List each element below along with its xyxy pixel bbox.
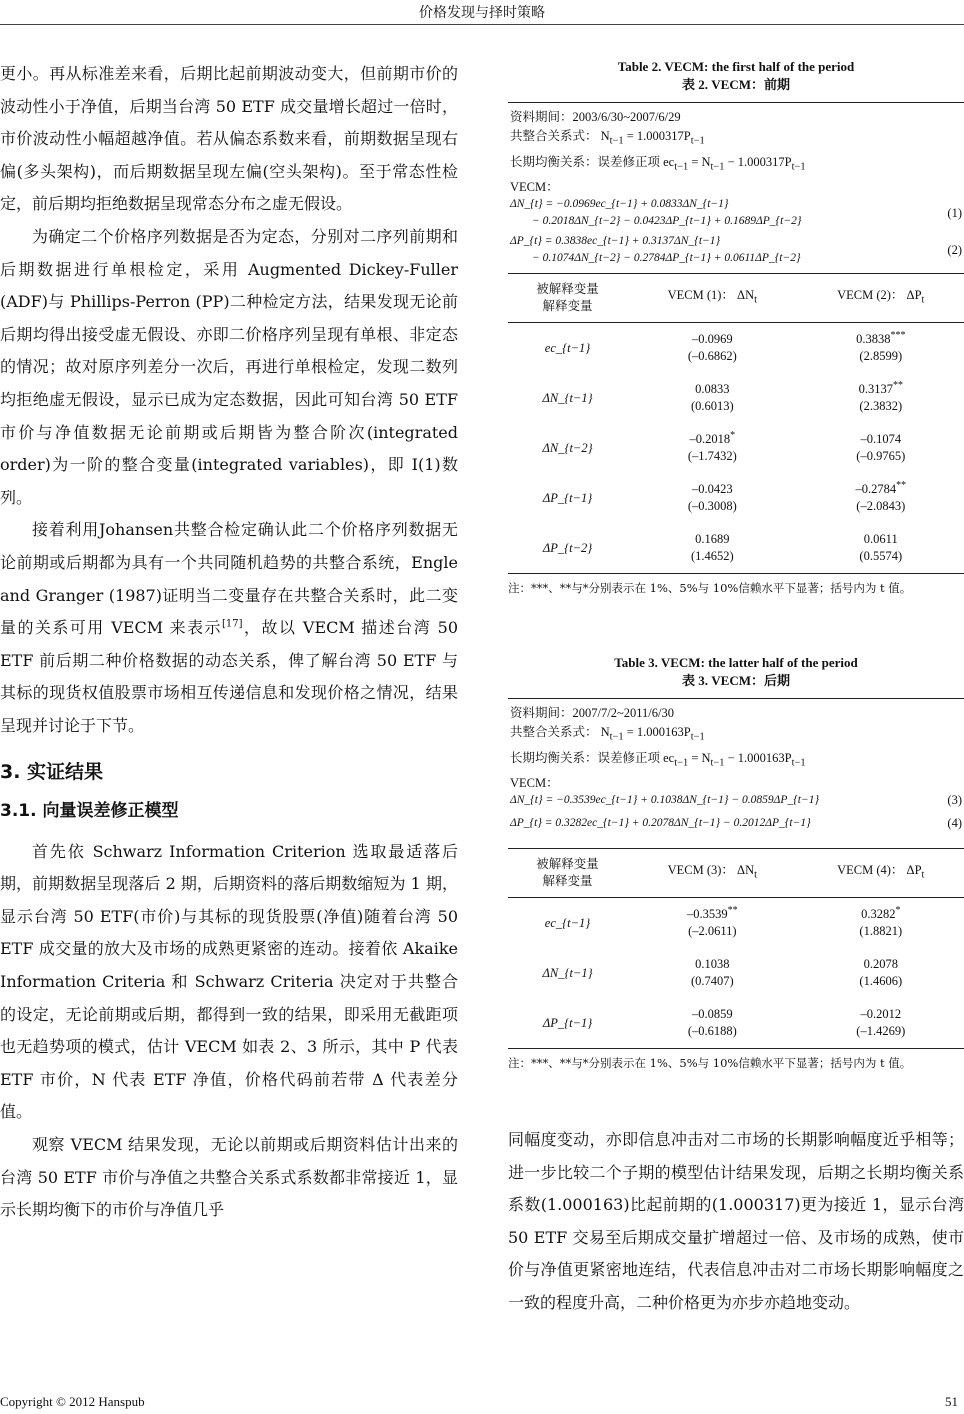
coefficient-cell bbox=[798, 948, 964, 998]
table-title-cn: 表 2. VECM：前期 bbox=[682, 77, 790, 92]
table-row bbox=[508, 948, 964, 998]
results-table bbox=[508, 849, 964, 1048]
paragraph: 首先依 Schwarz Information Criterion 选取最适落后期，前期数据呈现落后 2 期，后期资料的落后期数缩短为 1 期，显示台湾 50 ETF(市价)与其标的现货股票(净值)随着台湾 50 ETF 成交量的放大及市场的成熟更紧密的连动。接着依 Akaike Information Criteria 和 Schwarz Criteria 决定对于共整合的设定，无论前期或后期，都得到一致的结果，即采用无截距项也无趋势项的模式，估计 VECM 如表 2、3 所示，其中 P 代表 ETF 市价，N 代表 ETF 净值，价格代码前若带 Δ 代表差分值。 bbox=[0, 841, 458, 1122]
coefficient: 0.3282 bbox=[861, 907, 896, 921]
subsection-heading: 3.1. 向量误差修正模型 bbox=[0, 801, 179, 822]
t-value: (1.8821) bbox=[859, 924, 903, 938]
coefficient: 0.1038 bbox=[695, 957, 730, 971]
equation-number: (4) bbox=[947, 816, 962, 830]
row-variable: ΔP_{t−1} bbox=[542, 490, 593, 505]
coefficient: –0.2784 bbox=[855, 482, 897, 496]
equation-2-cont: − 0.1074ΔN_{t−2} − 0.2784ΔP_{t−1} + 0.0611ΔP_{t−2} bbox=[532, 252, 801, 264]
t-value: (2.8599) bbox=[859, 349, 903, 363]
coefficient: 0.1689 bbox=[695, 532, 730, 546]
header-col2: VECM (2)： $\Delta P_t$ bbox=[837, 288, 925, 306]
coefficient-cell bbox=[798, 523, 964, 573]
equation-3: ΔN_{t} = −0.3539ec_{t−1} + 0.1038ΔN_{t−1} − 0.0859ΔP_{t−1} bbox=[510, 794, 820, 806]
table-title-en: Table 3. VECM: the latter half of the period bbox=[614, 655, 858, 670]
coefficient-cell bbox=[627, 523, 797, 573]
left-column bbox=[0, 58, 458, 1227]
coefficient: –0.3539 bbox=[687, 907, 728, 921]
significance-stars: ** bbox=[896, 479, 907, 491]
vecm-label: VECM： bbox=[510, 776, 559, 790]
t-value: (0.7407) bbox=[690, 974, 734, 988]
coefficient-cell bbox=[627, 998, 797, 1048]
row-variable: ΔP_{t−2} bbox=[542, 540, 593, 555]
t-value: (–2.0611) bbox=[688, 924, 737, 938]
equation-1-cont: − 0.2018ΔN_{t−2} − 0.0423ΔP_{t−1} + 0.1689ΔP_{t−2} bbox=[532, 215, 802, 227]
table-title-cn: 表 3. VECM：后期 bbox=[682, 673, 790, 688]
equilibrium-equation: 长期均衡关系：误差修正项 $ec_{t-1} = N_{t-1} - 1.000163P_{t-1}$ bbox=[510, 750, 806, 768]
coefficient-cell bbox=[627, 423, 797, 473]
table-row bbox=[508, 373, 964, 423]
equation-4: ΔP_{t} = 0.3282ec_{t−1} + 0.2078ΔN_{t−1} − 0.2012ΔP_{t−1} bbox=[510, 817, 811, 829]
model-specification bbox=[508, 103, 964, 273]
table-note: 注：***、**与*分别表示在 1%、5%与 10%信赖水平下显著；括号内为 t 值。 bbox=[508, 581, 912, 595]
right-column-text bbox=[508, 1124, 964, 1320]
coefficient: 0.0611 bbox=[863, 532, 898, 546]
coefficient: 0.3137 bbox=[858, 382, 893, 396]
t-value: (–1.7432) bbox=[687, 449, 737, 463]
coefficient-cell bbox=[798, 998, 964, 1048]
table-row bbox=[508, 423, 964, 473]
coefficient-cell bbox=[627, 948, 797, 998]
header-variable bbox=[508, 849, 627, 898]
model-specification bbox=[508, 699, 964, 838]
significance-stars: *** bbox=[890, 329, 906, 341]
cointegration-equation: 共整合关系式： $N_{t-1} = 1.000317P_{t-1}$ bbox=[510, 129, 705, 147]
header-dependent: 被解释变量 bbox=[536, 857, 599, 871]
paragraph-text: ，故以 VECM 描述台湾 50 ETF 前后期二种价格数据的动态关系，俾了解台湾 50 ETF 与其标的现货权值股票市场相互传递信息和发现价格之情况，结果呈现并讨论于下节。 bbox=[0, 618, 458, 735]
t-value: (–0.6188) bbox=[687, 1024, 737, 1038]
data-period: 资料期间：2003/6/30~2007/6/29 bbox=[510, 110, 681, 124]
coefficient: –0.0969 bbox=[692, 332, 733, 346]
coefficient: 0.2078 bbox=[863, 957, 898, 971]
coefficient-cell bbox=[627, 373, 797, 423]
row-variable: ec_{t−1} bbox=[544, 915, 591, 930]
row-variable: ΔN_{t−1} bbox=[542, 965, 593, 980]
table-3 bbox=[508, 654, 964, 1071]
t-value: (0.6013) bbox=[690, 399, 734, 413]
copyright: Copyright © 2012 Hanspub bbox=[0, 1394, 145, 1409]
table-2 bbox=[508, 58, 964, 596]
header-dependent: 被解释变量 bbox=[536, 282, 599, 296]
significance-stars: * bbox=[895, 904, 901, 916]
coefficient-cell bbox=[627, 473, 797, 523]
coefficient-cell bbox=[798, 423, 964, 473]
table-note: 注：***、**与*分别表示在 1%、5%与 10%信赖水平下显著；括号内为 t 值。 bbox=[508, 1056, 912, 1070]
coefficient-cell bbox=[798, 898, 964, 949]
section-heading: 3. 实证结果 bbox=[0, 761, 104, 784]
equation-number: (1) bbox=[947, 205, 962, 220]
coefficient-cell bbox=[627, 323, 797, 374]
t-value: (1.4606) bbox=[859, 974, 903, 988]
significance-stars: ** bbox=[727, 904, 738, 916]
cointegration-equation: 共整合关系式： $N_{t-1} = 1.000163P_{t-1}$ bbox=[510, 725, 705, 743]
paragraph bbox=[0, 514, 458, 742]
coefficient-cell bbox=[798, 373, 964, 423]
coefficient: 0.3838 bbox=[856, 332, 891, 346]
t-value: (–0.6862) bbox=[687, 349, 737, 363]
equation-2: ΔP_{t} = 0.3838ec_{t−1} + 0.3137ΔN_{t−1} bbox=[510, 235, 721, 247]
coefficient: –0.0423 bbox=[692, 482, 733, 496]
header-explanatory: 解释变量 bbox=[542, 874, 593, 888]
coefficient: 0.0833 bbox=[695, 382, 730, 396]
paragraph: 为确定二个价格序列数据是否为定态，分别对二序列前期和后期数据进行单根检定，采用 Augmented Dickey-Fuller (ADF)与 Phillips-Perron (PP)二种检定方法，结果发现无论前后期均得出接受虚无假设、亦即二价格序列呈现有单根、非定态的情况；故对原序列差分一次后，再进行单根检定，发现二数列均拒绝虚无假设，显示已成为定态数据，因此可知台湾 50 ETF 市价与净值数据无论前期或后期皆为整合阶次(integrated order)为一阶的整合变量(integrated variables)，即 I(1)数列。 bbox=[0, 226, 458, 507]
coefficient-cell bbox=[798, 323, 964, 374]
paragraph: 更小。再从标准差来看，后期比起前期波动变大，但前期市价的波动性小于净值，后期当台湾 50 ETF 成交量增长超过一倍时，市价波动性小幅超越净值。若从偏态系数来看，前期数据呈现右偏(多头架构)，而后期数据呈现左偏(空头架构)。至于常态性检定，前后期均拒绝数据呈现常态分布之虚无假设。 bbox=[0, 64, 458, 214]
header-col1: VECM (1)： $\Delta N_t$ bbox=[667, 288, 758, 306]
t-value: (–1.4269) bbox=[856, 1024, 906, 1038]
coefficient: –0.0859 bbox=[692, 1007, 733, 1021]
equilibrium-equation: 长期均衡关系：误差修正项 $ec_{t-1} = N_{t-1} - 1.000317P_{t-1}$ bbox=[510, 154, 806, 172]
citation-ref[interactable]: [17] bbox=[222, 618, 243, 630]
row-variable: ΔN_{t−2} bbox=[542, 440, 593, 455]
header-variable bbox=[508, 274, 627, 323]
header-col2: VECM (4)： $\Delta P_t$ bbox=[837, 863, 925, 881]
equation-number: (2) bbox=[947, 242, 962, 257]
results-table bbox=[508, 274, 964, 573]
t-value: (–2.0843) bbox=[856, 499, 906, 513]
t-value: (–0.9765) bbox=[856, 449, 906, 463]
running-header: 价格发现与择时策略 bbox=[419, 5, 545, 21]
table-title-en: Table 2. VECM: the first half of the period bbox=[617, 59, 855, 74]
paragraph-text: 接着利用Johansen共整合检定确认此二个价格序列数据无论前期或后期都为具有一个共同随机趋势的共整合系统，Engle and Granger (1987)证明当二变量存在共整合关系时，此二变量的关系可用 VECM 来表示 bbox=[0, 520, 458, 638]
t-value: (0.5574) bbox=[859, 549, 903, 563]
t-value: (1.4652) bbox=[690, 549, 734, 563]
t-value: (–0.3008) bbox=[687, 499, 737, 513]
page-number: 51 bbox=[945, 1394, 958, 1409]
row-variable: ec_{t−1} bbox=[544, 340, 591, 355]
table-row bbox=[508, 473, 964, 523]
paragraph: 同幅度变动，亦即信息冲击对二市场的长期影响幅度近乎相等；进一步比较二个子期的模型估计结果发现，后期之长期均衡关系系数(1.000163)比起前期的(1.000317)更为接近 1，显示台湾 50 ETF 交易至后期成交量扩增超过一倍、及市场的成熟，使市价与净值更紧密地连结，代表信息冲击对二市场长期影响幅度之一致的程度升高，二种价格更为亦步亦趋地变动。 bbox=[508, 1130, 964, 1312]
header-explanatory: 解释变量 bbox=[542, 299, 593, 313]
table-row bbox=[508, 898, 964, 949]
paragraph: 观察 VECM 结果发现，无论以前期或后期资料估计出来的台湾 50 ETF 市价与净值之共整合关系式系数都非常接近 1，显示长期均衡下的市价与净值几乎 bbox=[0, 1135, 458, 1220]
coefficient-cell bbox=[798, 473, 964, 523]
row-variable: ΔP_{t−1} bbox=[542, 1015, 593, 1030]
equation-1: ΔN_{t} = −0.0969ec_{t−1} + 0.0833ΔN_{t−1} bbox=[510, 198, 729, 210]
header-divider bbox=[0, 24, 964, 25]
header-col1: VECM (3)： $\Delta N_t$ bbox=[667, 863, 758, 881]
table-row bbox=[508, 323, 964, 374]
coefficient: –0.1074 bbox=[860, 432, 902, 446]
vecm-label: VECM： bbox=[510, 180, 559, 194]
significance-stars: ** bbox=[892, 379, 903, 391]
significance-stars: * bbox=[730, 429, 736, 441]
coefficient-cell bbox=[627, 898, 797, 949]
data-period: 资料期间：2007/7/2~2011/6/30 bbox=[510, 706, 674, 720]
coefficient: –0.2018 bbox=[689, 432, 731, 446]
t-value: (2.3832) bbox=[859, 399, 903, 413]
coefficient: –0.2012 bbox=[860, 1007, 902, 1021]
row-variable: ΔN_{t−1} bbox=[542, 390, 593, 405]
table-row bbox=[508, 523, 964, 573]
equation-number: (3) bbox=[947, 793, 962, 807]
table-row bbox=[508, 998, 964, 1048]
